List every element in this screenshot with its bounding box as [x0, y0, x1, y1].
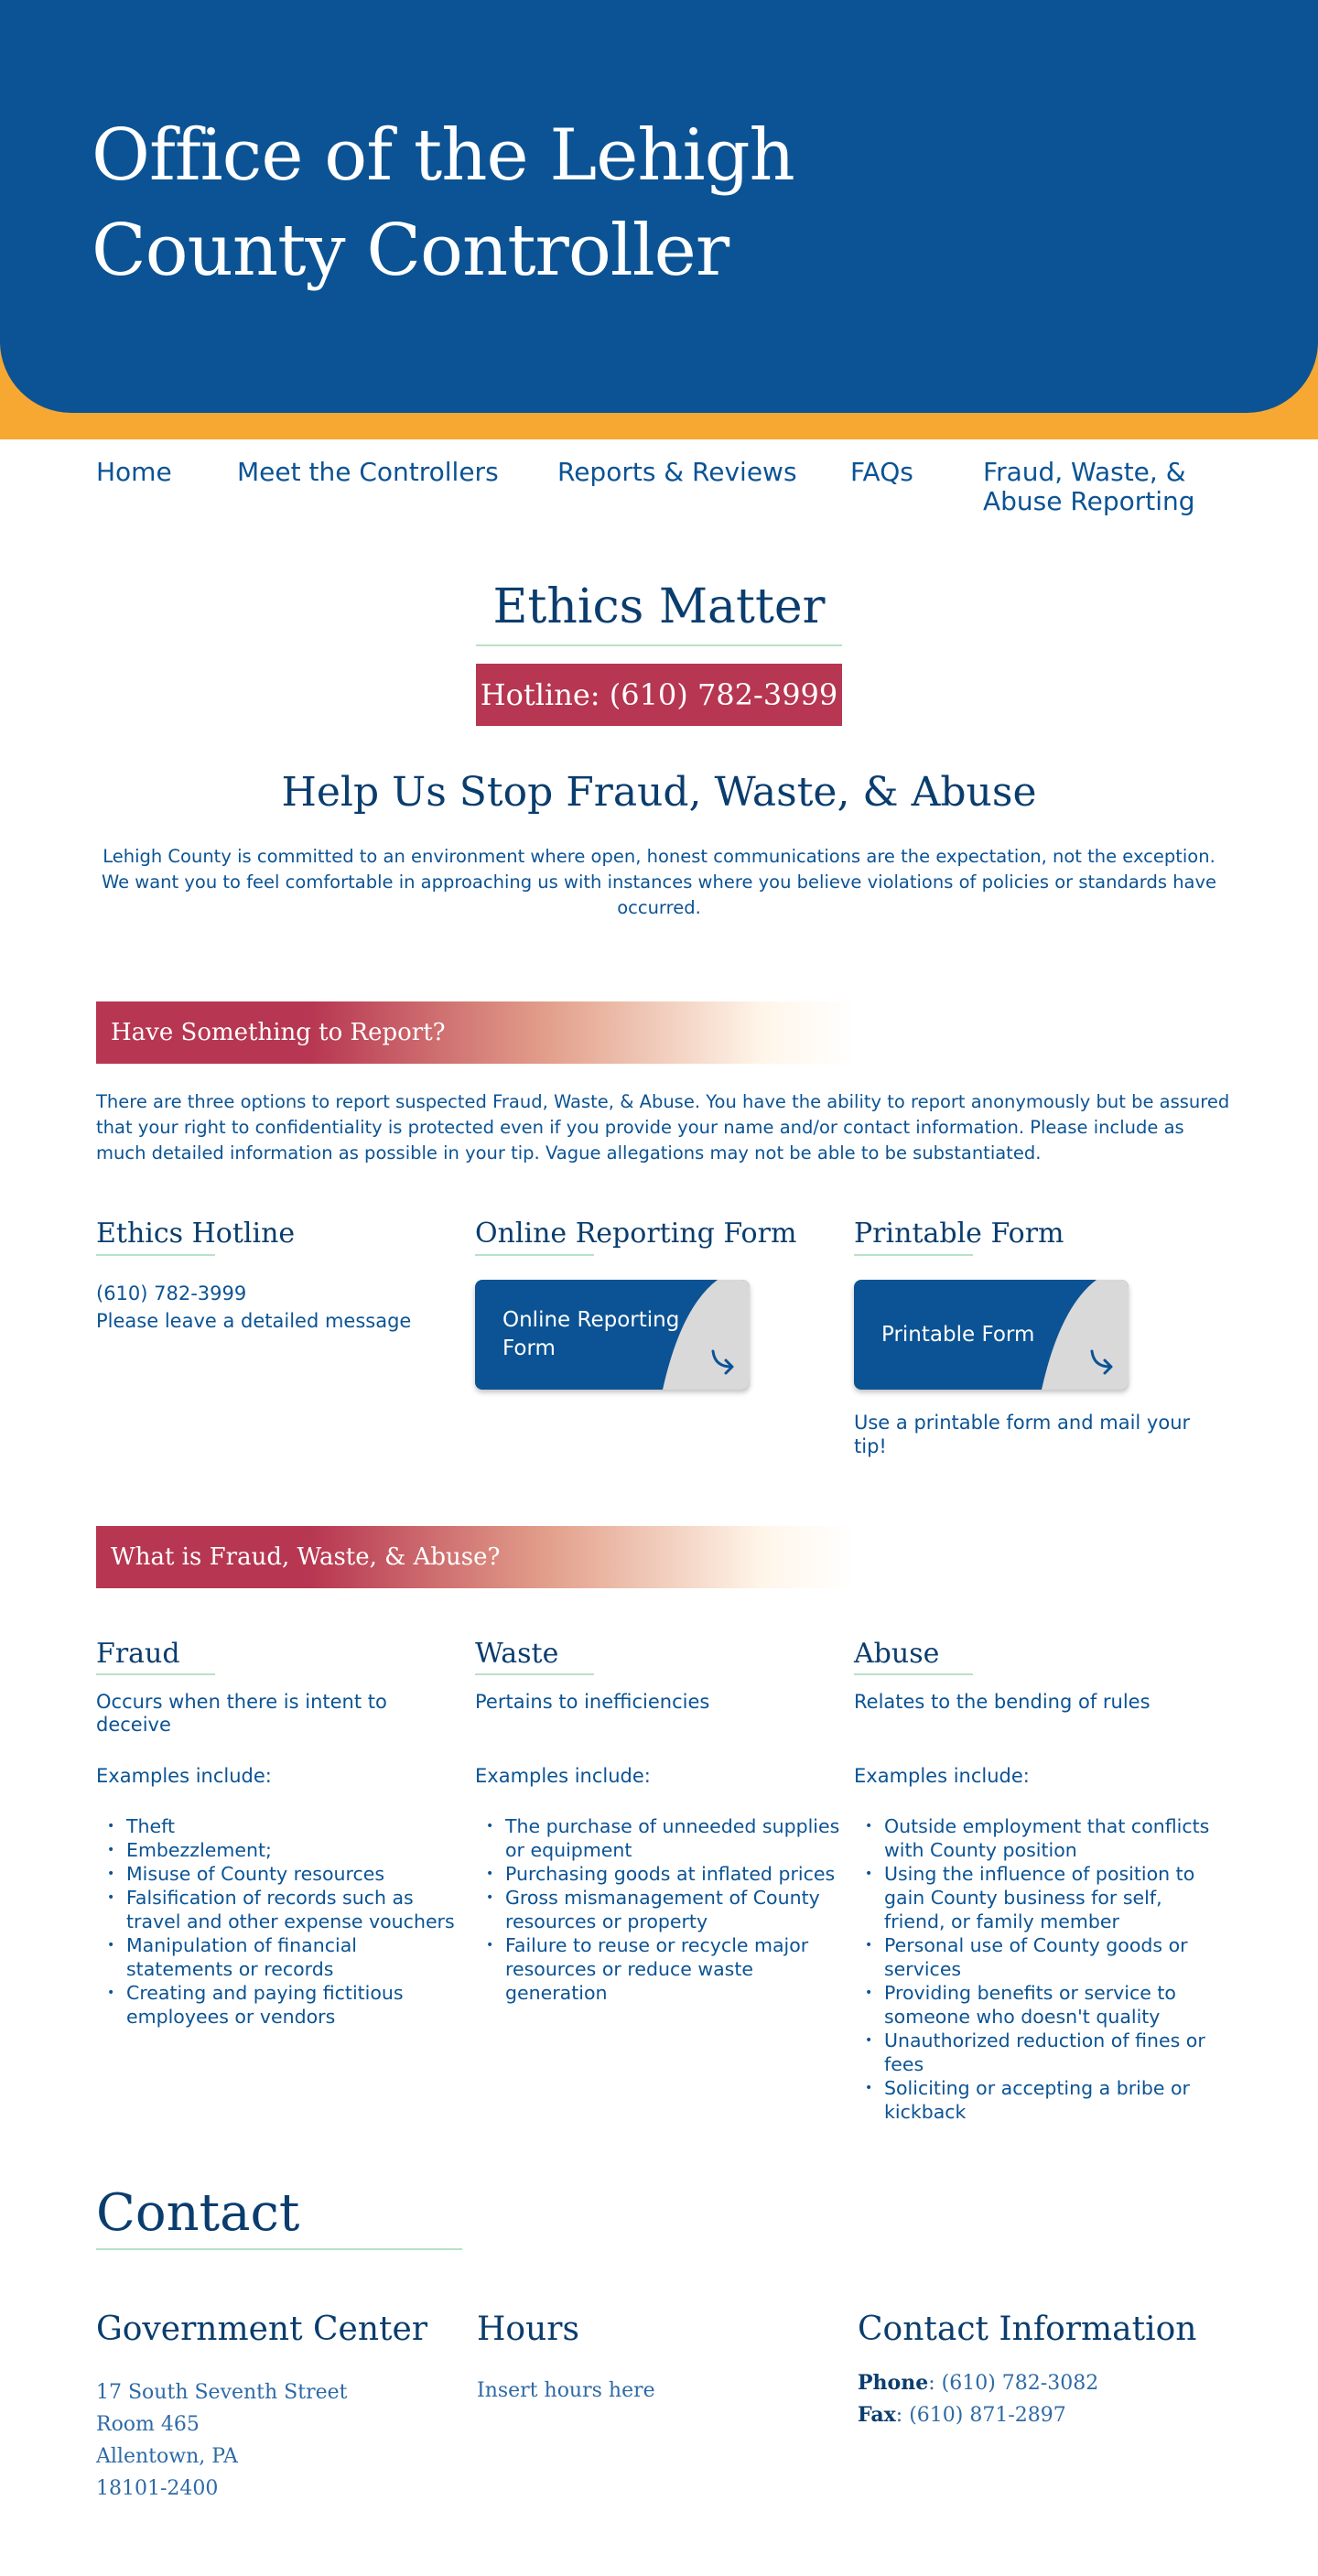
contact-title-underline [96, 2248, 462, 2250]
address-block [96, 2376, 444, 2505]
waste-description: Pertains to inefficiencies [475, 1691, 710, 1713]
definitions-banner-title: What is Fraud, Waste, & Abuse? [111, 1543, 501, 1571]
hotline-phone: (610) 782-3999 [96, 1283, 247, 1304]
fraud-title: Fraud [96, 1638, 180, 1670]
arrow-corner-icon [649, 1280, 750, 1390]
list-item: • Soliciting or accepting a bribe or kickback [854, 2076, 1220, 2124]
report-intro: There are three options to report suspected Fraud, Waste, & Abuse. You have the ability to report anonymously but be assured that your right to confidentiality is protected even if you provide your name and/or contact information. Please include as much detailed information as possible in your tip. Vague allegations may not be able to be substantiated. [96, 1091, 1230, 1164]
abuse-title-underline [854, 1673, 973, 1675]
phone-line: Phone: (610) 782-3082 [858, 2371, 1099, 2395]
waste-examples-list [475, 1814, 841, 2005]
list-item: • Theft [96, 1814, 462, 1838]
printable-form-button-label: Printable Form [881, 1323, 1035, 1347]
help-title: Help Us Stop Fraud, Waste, & Abuse [281, 769, 1037, 816]
list-item: • Purchasing goods at inflated prices [475, 1862, 841, 1886]
list-item: • Failure to reuse or recycle major resources or reduce waste generation [475, 1933, 841, 2005]
contact-information-title: Contact Information [858, 2311, 1197, 2348]
nav-meet-the-controllers[interactable]: Meet the Controllers [237, 457, 499, 487]
waste-title: Waste [475, 1638, 559, 1670]
printable-form-button[interactable] [854, 1280, 1129, 1390]
fax-number: (610) 871-2897 [909, 2404, 1066, 2427]
online-form-button-label: Online Reporting Form [502, 1308, 680, 1360]
phone-number[interactable]: (610) 782-3082 [941, 2372, 1099, 2395]
list-item: • The purchase of unneeded supplies or equipment [475, 1814, 841, 1862]
address-line: 18101-2400 [96, 2477, 219, 2500]
hotline-title-underline [96, 1254, 215, 1256]
fraud-examples-label: Examples include: [96, 1765, 272, 1787]
title-underline [476, 644, 842, 646]
waste-title-underline [475, 1673, 594, 1675]
nav-fraud-waste-abuse[interactable]: Fraud, Waste, & Abuse Reporting [983, 457, 1195, 516]
address-line: 17 South Seventh Street [96, 2381, 348, 2404]
fraud-title-underline [96, 1673, 215, 1675]
list-item: • Manipulation of financial statements or records [96, 1933, 462, 1981]
main-nav [0, 458, 1318, 522]
report-banner-title: Have Something to Report? [111, 1019, 446, 1046]
list-item: • Falsification of records such as travel and other expense vouchers [96, 1886, 462, 1933]
fax-line: Fax: (610) 871-2897 [858, 2403, 1066, 2427]
fax-label: Fax [858, 2403, 896, 2427]
list-item: • Misuse of County resources [96, 1862, 462, 1886]
online-reporting-form-button[interactable] [475, 1280, 750, 1390]
online-form-title: Online Reporting Form [475, 1218, 797, 1250]
abuse-examples-list [854, 1814, 1220, 2124]
printable-title-underline [854, 1254, 973, 1256]
site-title: Office of the Lehigh County Controller [92, 114, 794, 292]
list-item: • Gross mismanagement of County resources or property [475, 1886, 841, 1933]
hotline-title: Ethics Hotline [96, 1218, 296, 1250]
hours-title: Hours [477, 2311, 579, 2348]
hotline-note: Please leave a detailed message [96, 1310, 412, 1332]
ethics-title: Ethics Matter [492, 579, 826, 634]
fraud-description: Occurs when there is intent to deceive [96, 1691, 387, 1736]
list-item: • Outside employment that conflicts with County position [854, 1814, 1220, 1862]
list-item: • Unauthorized reduction of fines or fees [854, 2029, 1220, 2076]
header-band [0, 0, 1318, 439]
list-item: • Embezzlement; [96, 1838, 462, 1862]
list-item: • Using the influence of position to gain County business for self, friend, or family member [854, 1862, 1220, 1933]
abuse-title: Abuse [854, 1638, 940, 1670]
definitions-banner [96, 1526, 856, 1588]
printable-form-note: Use a printable form and mail your tip! [854, 1412, 1191, 1457]
printable-form-title: Printable Form [854, 1218, 1064, 1250]
address-line: Room 465 [96, 2413, 200, 2436]
intro-text: Lehigh County is committed to an environment where open, honest communications are the expectation, not the exception. We want you to feel comfortable in approaching us with instances where you believe violations of policies or standards have occurred. [101, 846, 1217, 918]
list-item: • Creating and paying fictitious employees or vendors [96, 1981, 462, 2029]
list-item: • Providing benefits or service to someone who doesn't quality [854, 1981, 1220, 2029]
report-banner [96, 1001, 856, 1064]
address-line: Allentown, PA [96, 2445, 238, 2468]
nav-home[interactable]: Home [96, 457, 172, 487]
nav-faqs[interactable]: FAQs [850, 457, 913, 487]
header [0, 0, 1318, 413]
arrow-corner-icon [1028, 1280, 1129, 1390]
contact-info-block [858, 2367, 1242, 2431]
online-title-underline [475, 1254, 594, 1256]
government-center-title: Government Center [96, 2311, 428, 2348]
fraud-examples-list [96, 1814, 462, 2029]
list-item: • Personal use of County goods or services [854, 1933, 1220, 1981]
phone-label: Phone [858, 2371, 929, 2395]
abuse-description: Relates to the bending of rules [854, 1691, 1151, 1713]
abuse-examples-label: Examples include: [854, 1765, 1030, 1787]
hotline-badge: Hotline: (610) 782-3999 [476, 664, 842, 726]
hours-text: Insert hours here [477, 2379, 655, 2402]
contact-title: Contact [96, 2183, 300, 2243]
nav-reports-reviews[interactable]: Reports & Reviews [557, 457, 797, 487]
waste-examples-label: Examples include: [475, 1765, 651, 1787]
